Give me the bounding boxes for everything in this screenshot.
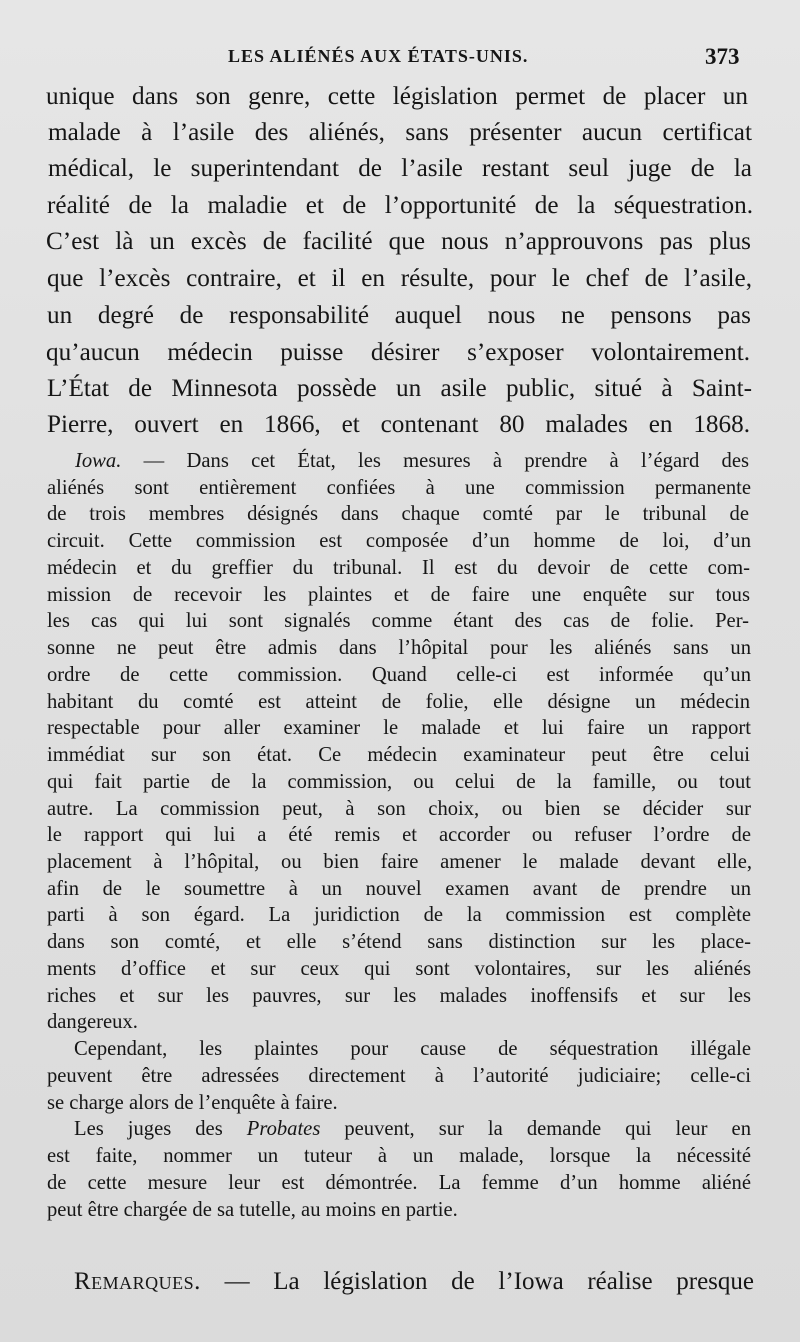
running-title: LES ALIÉNÉS AUX ÉTATS-UNIS. — [228, 46, 529, 66]
italic-heading: Iowa. — [75, 450, 122, 472]
text-line: ordre de cette commission. Quand celle-ci est informée qu’un — [47, 664, 751, 686]
text-line: habitant du comté est atteint de folie, elle désigne un médecin — [47, 691, 750, 713]
text-line: se charge alors de l’enquête à faire. — [47, 1092, 338, 1114]
text-line: qu’aucun médecin puisse désirer s’exposer volontairement. — [46, 339, 750, 366]
final-text-line — [74, 1269, 754, 1294]
text-line: les cas qui lui sont signalés comme étant des cas de folie. Per- — [47, 610, 749, 632]
text-line: qui fait partie de la commission, ou celui de la famille, ou tout — [47, 771, 751, 793]
text-line-tail: — Dans cet État, les mesures à prendre à l’égard des — [121, 450, 749, 472]
text-line: parti à son égard. La juridiction de la commission est complète — [47, 904, 751, 926]
text-line: L’État de Minnesota possède un asile public, situé à Saint- — [47, 375, 752, 402]
text-line: C’est là un excès de facilité que nous n’approuvons pas plus — [46, 228, 751, 255]
text-line-tail: peuvent, sur la demande qui leur en — [320, 1118, 751, 1140]
text-line-probates — [74, 1119, 751, 1140]
text-line: mission de recevoir les plaintes et de faire une enquête sur tous — [47, 584, 750, 606]
text-line: immédiat sur son état. Ce médecin examinateur peut être celui — [47, 744, 750, 766]
text-line: placement à l’hôpital, ou bien faire amener le malade devant elle, — [47, 851, 752, 873]
text-line: autre. La commission peut, à son choix, ou bien se décider sur — [47, 798, 751, 820]
page-header — [0, 44, 800, 74]
text-line: respectable pour aller examiner le malade et lui faire un rapport — [47, 717, 751, 739]
text-line: malade à l’asile des aliénés, sans présenter aucun certificat — [48, 119, 752, 146]
text-line: le rapport qui lui a été remis et accorder ou refuser l’ordre de — [47, 824, 751, 846]
text-line: un degré de responsabilité auquel nous ne pensons pas — [47, 302, 751, 329]
text-line: de cette mesure leur est démontrée. La femme d’un homme aliéné — [47, 1172, 751, 1194]
text-line: riches et sur les pauvres, sur les malades inoffensifs et sur les — [47, 985, 751, 1007]
text-line: ments d’office et sur ceux qui sont volontaires, sur les aliénés — [47, 958, 751, 980]
text-line: aliénés sont entièrement confiées à une commission permanente — [47, 477, 751, 499]
text-line-iowa — [75, 451, 749, 472]
text-line: de trois membres désignés dans chaque comté par le tribunal de — [47, 503, 749, 525]
text-line: médecin et du greffier du tribunal. Il est du devoir de cette com- — [47, 557, 750, 579]
text-line: sonne ne peut être admis dans l’hôpital pour les aliénés sans un — [47, 637, 751, 659]
text-line: peuvent être adressées directement à l’autorité judiciaire; celle-ci — [47, 1065, 751, 1087]
text-line: unique dans son genre, cette législation permet de placer un — [46, 83, 748, 110]
text-line: est faite, nommer un tuteur à un malade, lorsque la nécessité — [47, 1145, 751, 1167]
text-line: Cependant, les plaintes pour cause de séquestration illégale — [74, 1038, 751, 1060]
text-line-tail: — La législation de l’Iowa réalise presque — [200, 1268, 754, 1295]
text-line: circuit. Cette commission est composée d’un homme de loi, d’un — [47, 530, 751, 552]
text-line: que l’excès contraire, et il en résulte, pour le chef de l’asile, — [47, 265, 752, 292]
text-line: réalité de la maladie et de l’opportunité de la séquestration. — [47, 192, 753, 219]
small-caps-heading: Remarques. — [74, 1268, 201, 1295]
italic-term: Probates — [246, 1118, 321, 1140]
text-line: dangereux. — [47, 1011, 138, 1033]
text-line: médical, le superintendant de l’asile restant seul juge de la — [48, 155, 752, 182]
page-number: 373 — [705, 44, 740, 69]
text-line: dans son comté, et elle s’étend sans distinction sur les place- — [47, 931, 751, 953]
text-line: afin de le soumettre à un nouvel examen avant de prendre un — [47, 878, 751, 900]
text-line: Pierre, ouvert en 1866, et contenant 80 malades en 1868. — [47, 411, 750, 438]
text-line-head: Les juges des — [74, 1118, 247, 1140]
text-line: peut être chargée de sa tutelle, au moins en partie. — [47, 1199, 458, 1221]
